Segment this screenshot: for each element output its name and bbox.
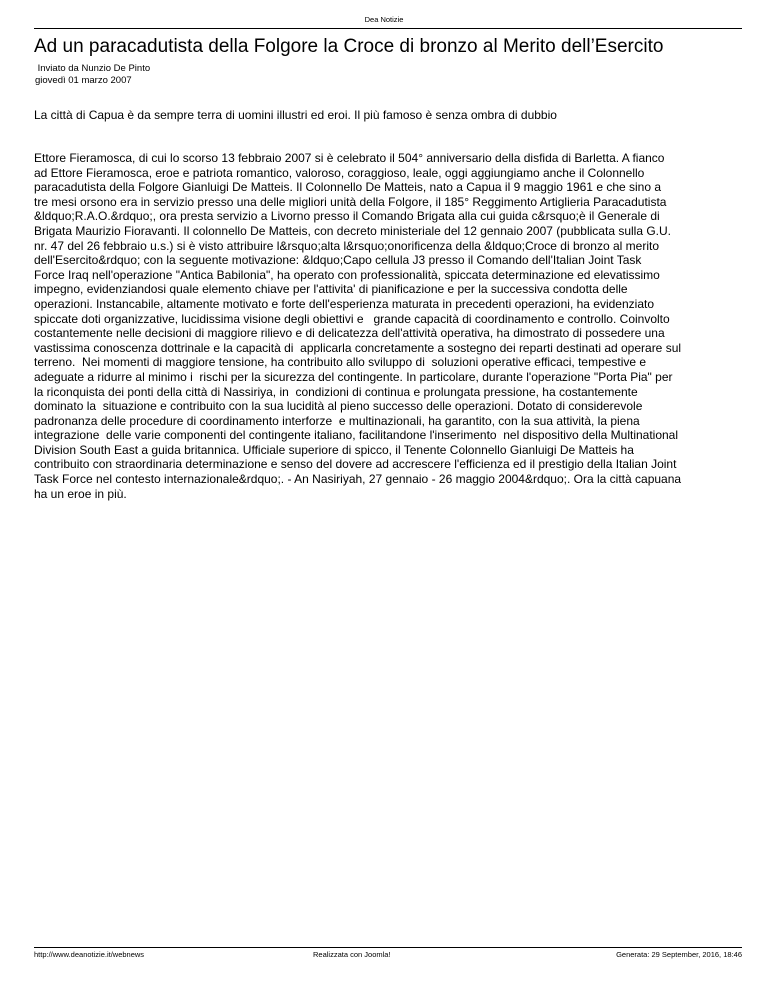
body-line: impegno, evidenziandosi quale elemento chiave per l'attivita' di pianificazione e per la successiva condotta delle — [34, 282, 628, 297]
body-line: Force Iraq nell'operazione "Antica Babilonia", ha operato con professionalità, spiccata determinazione ed elevatissimo — [34, 267, 660, 282]
body-line: spiccate doti organizzative, lucidissima visione degli obiettivi e grande capacità di coordinamento e controllo. Coinvolto — [34, 311, 670, 326]
body-line: la riconquista dei ponti della città di Nassiriya, in condizioni di continua e prolungata pressione, ha costantemente — [34, 384, 638, 399]
footer-url[interactable]: http://www.deanotizie.it/webnews — [34, 950, 145, 959]
body-line: contribuito con straordinaria determinazione e senso del dovere ad accrescere l'efficienza ed il prestigio della Italian Joint — [34, 457, 677, 472]
body-line: Ettore Fieramosca, di cui lo scorso 13 febbraio 2007 si è celebrato il 504° anniversario della disfida di Barletta. A fianco — [34, 151, 665, 165]
body-line: vastissima conoscenza dottrinale e la capacità di applicarla concretamente a sostegno dei reparti destinati ad operare sul — [34, 340, 682, 355]
body-line: Division South East a guida britannica. Ufficiale superiore di spicco, il Tenente Colonnello Gianluigi De Matteis ha — [34, 442, 634, 457]
body-line: Task Force nel contesto internazionale&rdquo;. - An Nasiriyah, 27 gennaio - 26 maggio 2004&rdquo;. Ora la città capuana — [34, 472, 682, 487]
body-line: dell'Esercito&rdquo; con la seguente motivazione: &ldquo;Capo cellula J3 presso il Comando dell'Italian Joint Task — [34, 253, 642, 268]
article-intro: La città di Capua è da sempre terra di uomini illustri ed eroi. Il più famoso è senza ombra di dubbio — [34, 108, 557, 122]
body-line: integrazione delle varie componenti del contingente italiano, facilitandone l'inserimento nel dispositivo della Multinational — [34, 428, 679, 443]
body-line: &ldquo;R.A.O.&rdquo;, ora presta servizio a Livorno presso il Comando Brigata alla cui guida c&rsquo;è il Generale di — [34, 209, 660, 224]
body-line: tre mesi orsono era in servizio presso una delle migliori unità della Folgore, il 185° Reggimento Artiglieria Paracadutista — [34, 194, 667, 209]
author-line: Inviato da Nunzio De Pinto — [35, 63, 151, 74]
body-line: terreno. Nei momenti di maggiore tensione, ha contribuito allo sviluppo di soluzioni operative efficaci, tempestive e — [34, 355, 647, 370]
body-line: Brigata Maurizio Fioravanti. Il colonnello De Matteis, con decreto ministeriale del 12 gennaio 2007 (pubblicata sulla G.U. — [34, 223, 672, 238]
date-line: giovedì 01 marzo 2007 — [35, 74, 132, 86]
body-line: paracadutista della Folgore Gianluigi De Matteis. Il Colonnello De Matteis, nato a Capua il 9 maggio 1961 e che sino a — [34, 180, 662, 195]
body-line: nr. 47 del 26 febbraio u.s.) si è visto attribuire l&rsquo;alta l&rsquo;onorificenza della &ldquo;Croce di bronzo al merito — [34, 238, 660, 253]
footer-powered-by: Realizzata con Joomla! — [313, 950, 391, 959]
body-line: ad Ettore Fieramosca, eroe e patriota romantico, valoroso, coraggioso, leale, oggi aggiungiamo anche il Colonnello — [34, 165, 645, 180]
header-divider — [34, 28, 742, 29]
body-line: costantemente nelle decisioni di maggiore rilievo e di delicatezza dell'attività operativa, ha dimostrato di possedere una — [34, 326, 665, 341]
body-line: dominato la situazione e contribuito con la sua lucidità al pieno successo delle operazioni. Dotato di considerevole — [34, 399, 643, 414]
body-line: ha un eroe in più. — [34, 486, 127, 501]
article-body — [34, 151, 742, 501]
body-line: operazioni. Instancabile, altamente motivato e forte dell'esperienza maturata in precedenti operazioni, ha evidenziato — [34, 296, 654, 311]
article-title: Ad un paracadutista della Folgore la Croce di bronzo al Merito dell’Esercito — [34, 36, 664, 57]
article-meta — [35, 63, 150, 86]
footer-generated: Generata: 29 September, 2016, 18:46 — [616, 950, 742, 959]
body-line: adeguate a ridurre al minimo i rischi per la sicurezza del contingente. In particolare, durante l'operazione "Porta Pia" per — [34, 369, 673, 384]
footer-divider — [34, 947, 742, 948]
page-footer — [34, 950, 742, 960]
site-name-header: Dea Notizie — [364, 15, 404, 24]
body-line: padronanza delle procedure di coordinamento interforze e multinazionali, ha garantito, con la sua attività, la piena — [34, 413, 640, 428]
